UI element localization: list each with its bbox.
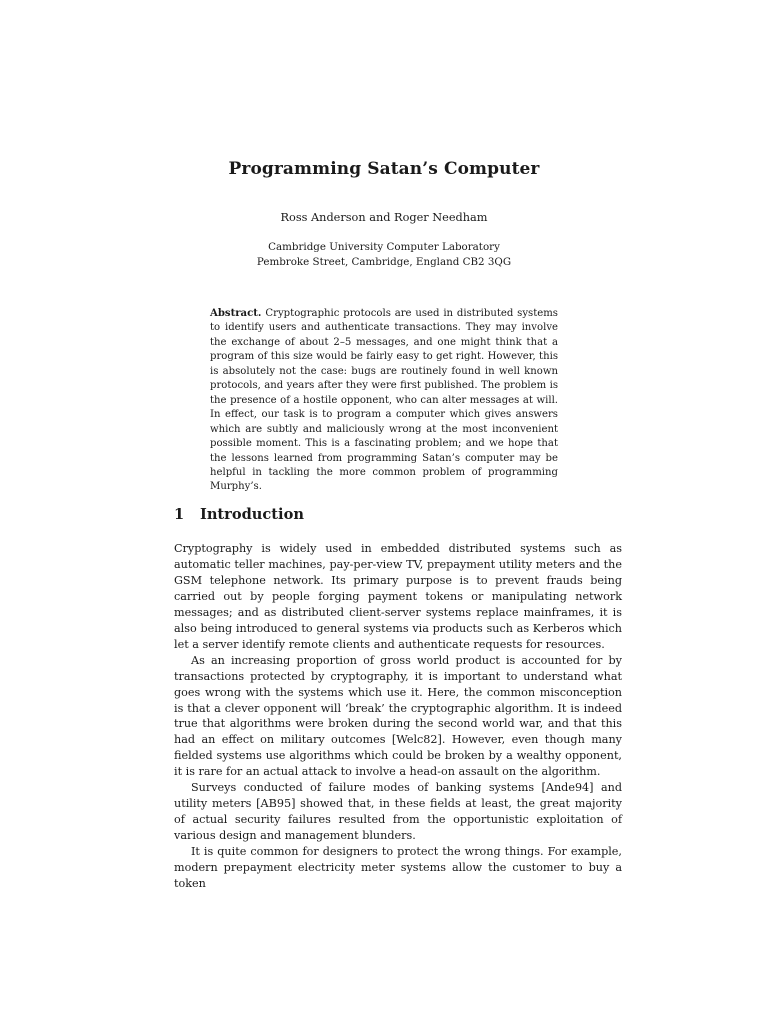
paper-title: Programming Satan’s Computer (228, 159, 540, 179)
body-paragraph-1: Cryptography is widely used in embedded distributed systems such as automatic teller machines, pay-per-view TV, prepayment utility meters and the GSM telephone network. Its primary purpose is to prevent frauds being carried out by people forging payment tokens or manipulating network messages; and as distributed client-server systems replace mainframes, it is also being introduced to general systems via products such as Kerberos which let a server identify remote clients and authenticate requests for resources. (174, 542, 622, 651)
body-paragraph-2: As an increasing proportion of gross world product is accounted for by transactions protected by cryptography, it is important to understand what goes wrong with the systems which use it. Here, the common misconception is that a clever opponent will ‘break’ the cryptographic algorithm. It is indeed true that algorithms were broken during the second world war, and that this had an effect on military outcomes [Welc82]. However, even though many fielded systems use algorithms which could be broken by a wealthy opponent, it is rare for an actual attack to involve a head-on assault on the algorithm. (174, 653, 622, 779)
section-title: Introduction (200, 506, 304, 523)
body-paragraph-4: It is quite common for designers to protect the wrong things. For example, modern prepayment electricity meter systems allow the customer to buy a token (174, 845, 622, 891)
affiliation-line-1: Cambridge University Computer Laboratory (268, 241, 500, 253)
paper-affiliation (0, 240, 768, 270)
abstract-label: Abstract. (210, 308, 262, 319)
paper-authors: Ross Anderson and Roger Needham (280, 211, 488, 224)
abstract (210, 307, 558, 495)
affiliation-line-2: Pembroke Street, Cambridge, England CB2 3QG (256, 256, 512, 268)
section-heading (174, 506, 304, 523)
abstract-text: Cryptographic protocols are used in distributed systems to identify users and authenticate transactions. They may involve the exchange of about 2–5 messages, and one might think that a program of this size would be fairly easy to get right. However, this is absolutely not the case: bugs are routinely found in well known protocols, and years after they were first published. The problem is the presence of a hostile opponent, who can alter messages at will. In effect, our task is to program a computer which gives answers which are subtly and maliciously wrong at the most inconvenient possible moment. This is a fascinating problem; and we hope that the lessons learned from programming Satan’s computer may be helpful in tackling the more common problem of programming Murphy’s. (210, 308, 558, 493)
section-body (174, 541, 622, 892)
section-number: 1 (174, 506, 185, 523)
body-paragraph-3: Surveys conducted of failure modes of banking systems [Ande94] and utility meters [AB95] showed that, in these fields at least, the great majority of actual security failures resulted from the opportunistic exploitation of various design and management blunders. (174, 781, 622, 843)
